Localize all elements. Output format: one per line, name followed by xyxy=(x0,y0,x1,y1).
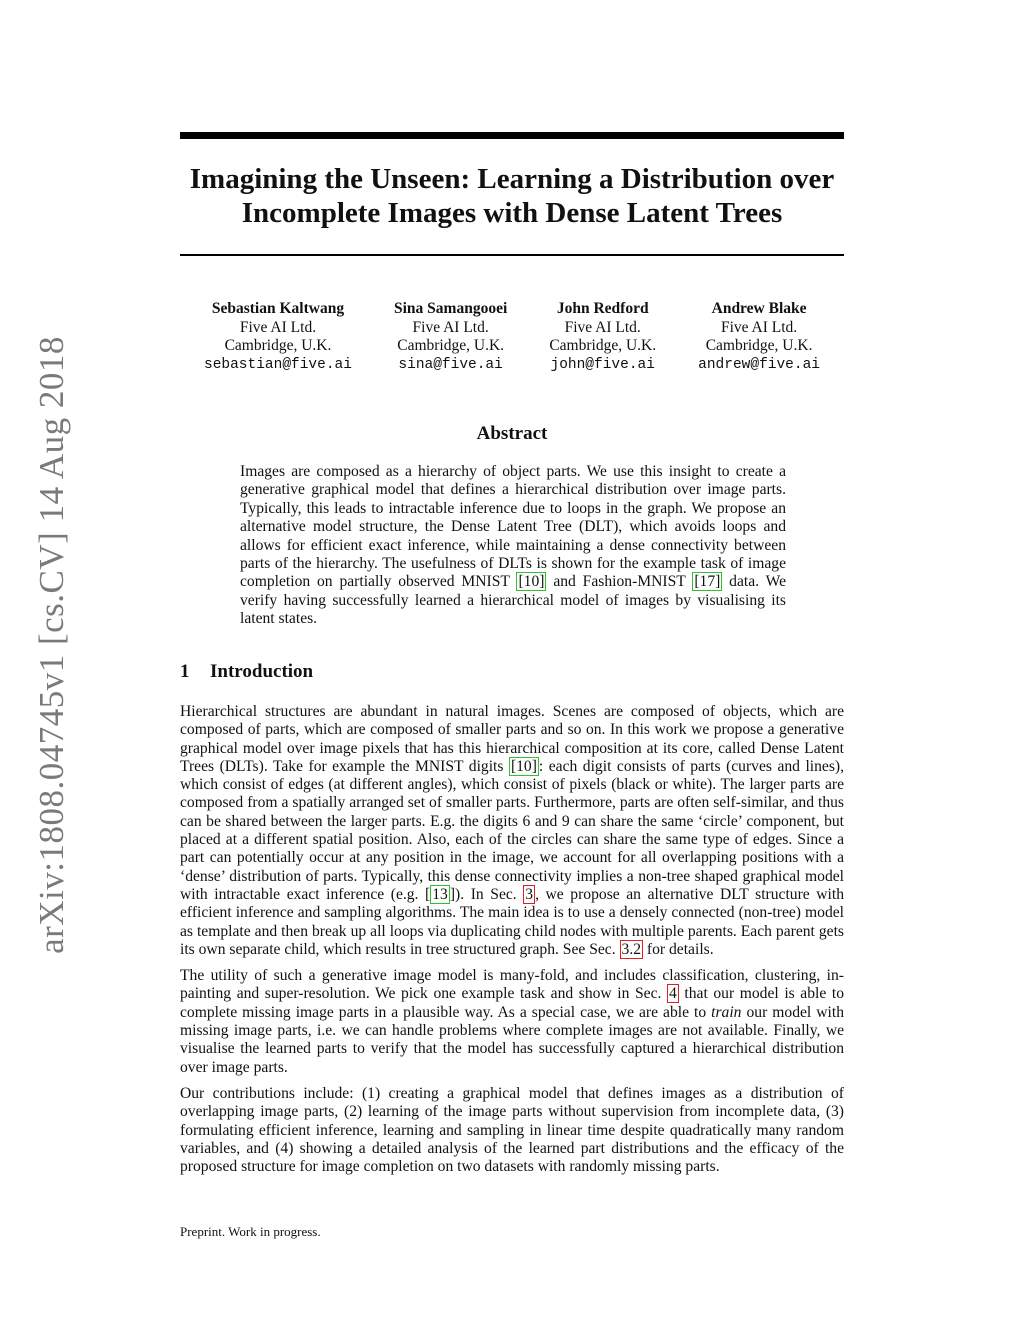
author-affiliation: Five AI Ltd. xyxy=(564,318,641,336)
section-title: Introduction xyxy=(210,661,314,682)
section-number: 1 xyxy=(180,661,190,682)
author-affiliation: Five AI Ltd. xyxy=(412,318,489,336)
footnote: Preprint. Work in progress. xyxy=(180,1224,321,1239)
paragraph xyxy=(180,703,844,959)
citation-link[interactable]: [10] xyxy=(510,757,537,775)
paragraph-text: our model with missing image parts, i.e. we can handle problems where complete images are not available. Finally, we visualise the learned parts to verify that the model has successfully captured a hierarchical distribution over image parts. xyxy=(180,1003,844,1076)
paragraph-text: The utility of such a generative image model is many-fold, and includes classification, clustering, in-painting and super-resolution. We pick one example task and show in Sec. xyxy=(180,967,844,1003)
title-rule-top xyxy=(180,132,844,139)
section-crossref-link[interactable]: 3.2 xyxy=(621,940,642,958)
section-crossref-link[interactable]: 4 xyxy=(669,985,677,1003)
citation-link[interactable]: [17] xyxy=(694,573,721,591)
author-name: Andrew Blake xyxy=(711,300,807,317)
abstract-text-part: Images are composed as a hierarchy of object parts. We use this insight to create a generative graphical model that defines a hierarchical distribution over image parts. Typically, this leads to intractable inference due to loops in the graph. We propose an alternative model structure, the Dense Latent Tree (DLT), which avoids loops and allows for efficient exact inference, while maintaining a dense connectivity between parts of the hierarchy. The usefulness of DLTs is shown for the example task of image completion on partially observed MNIST xyxy=(240,463,786,591)
citation-link[interactable]: [10] xyxy=(518,573,545,591)
section-crossref-link[interactable]: 3 xyxy=(525,885,534,903)
paragraph-text: ]). In Sec. xyxy=(449,885,524,903)
author-email[interactable]: john@five.ai xyxy=(550,356,655,373)
title-rule-bottom xyxy=(180,254,844,256)
paragraph-text: , we propose an alternative DLT structure with efficient inference and sampling algorithms. The main idea is to use a densely connected (non-tree) model as template and then break up all loops via duplicating child nodes with multiple parents. Each parent gets its own separate child, which results in tree structured graph. See Sec. xyxy=(180,885,844,958)
abstract-text-part: data. We verify having successfully learned a hierarchical model of images by visualising its latent states. xyxy=(240,573,787,628)
paper-title: Imagining the Unseen: Learning a Distribution over Incomplete Images with Dense Latent Trees xyxy=(189,163,835,229)
author-location: Cambridge, U.K. xyxy=(549,337,657,354)
paragraph xyxy=(180,967,844,1077)
author xyxy=(549,300,656,374)
author-email[interactable]: andrew@five.ai xyxy=(698,356,820,373)
author-location: Cambridge, U.K. xyxy=(224,337,332,354)
paragraph: Our contributions include: (1) creating a graphical model that defines images as a distribution of overlapping image parts, (2) learning of the image parts without supervision from incomplete data, (3) formulating efficient inference, learning and sampling in linear time despite quadratically many random variables, and (4) showing a detailed analysis of the learned part distributions and the efficacy of the proposed structure for image completion on two datasets with randomly missing parts. xyxy=(180,1084,844,1176)
emphasis-text: train xyxy=(711,1003,742,1021)
author-name: Sina Samangooei xyxy=(394,300,508,317)
author xyxy=(698,300,820,374)
arxiv-stamp: arXiv:1808.04745v1 [cs.CV] 14 Aug 2018 xyxy=(32,336,71,954)
abstract-text-part: and Fashion-MNIST xyxy=(546,573,693,591)
paragraph-text: Hierarchical structures are abundant in natural images. Scenes are composed of objects, which are composed of parts, which are composed of smaller parts and so on. In this work we propose a generative graphical model over image pixels that has this hierarchical composition at its core, called Dense Latent Trees (DLTs). Take for example the MNIST digits xyxy=(180,703,844,775)
abstract-text xyxy=(240,463,786,629)
author xyxy=(204,300,352,374)
author-affiliation: Five AI Ltd. xyxy=(239,318,317,336)
author-affiliation: Five AI Ltd. xyxy=(720,318,798,336)
section-heading xyxy=(180,661,313,683)
author-location: Cambridge, U.K. xyxy=(397,337,505,354)
author-email[interactable]: sebastian@five.ai xyxy=(204,356,352,373)
paragraph-text: : each digit consists of parts (curves and lines), which consist of edges (at different angles), which consist of pixels (black or white). The larger parts are composed from a spatially arranged set of smaller parts. Furthermore, parts are often self-similar, and thus can be shared between the larger parts. E.g. the digits 6 and 9 can share the same ‘circle’ component, but placed at a different spatial position. Also, each of the circles can share the same type of edges. Since a part can potentially occur at any position in the image, we account for all overlapping positions with a ‘dense’ distribution of parts. Typically, this dense connectivity implies a non-tree shaped graphical model with intractable exact inference (e.g. [ xyxy=(180,757,845,903)
author-name: John Redford xyxy=(556,300,649,317)
author-email[interactable]: sina@five.ai xyxy=(398,356,503,373)
citation-link[interactable]: 13 xyxy=(432,885,448,903)
author xyxy=(394,300,507,374)
paragraph-text: for details. xyxy=(643,940,714,958)
author-name: Sebastian Kaltwang xyxy=(211,300,345,317)
section-body xyxy=(180,703,844,1184)
abstract-heading: Abstract xyxy=(476,423,548,444)
author-block xyxy=(180,300,844,374)
paragraph-text: that our model is able to complete missing image parts in a plausible way. As a special case, we are able to xyxy=(180,985,844,1021)
author-location: Cambridge, U.K. xyxy=(705,337,813,354)
